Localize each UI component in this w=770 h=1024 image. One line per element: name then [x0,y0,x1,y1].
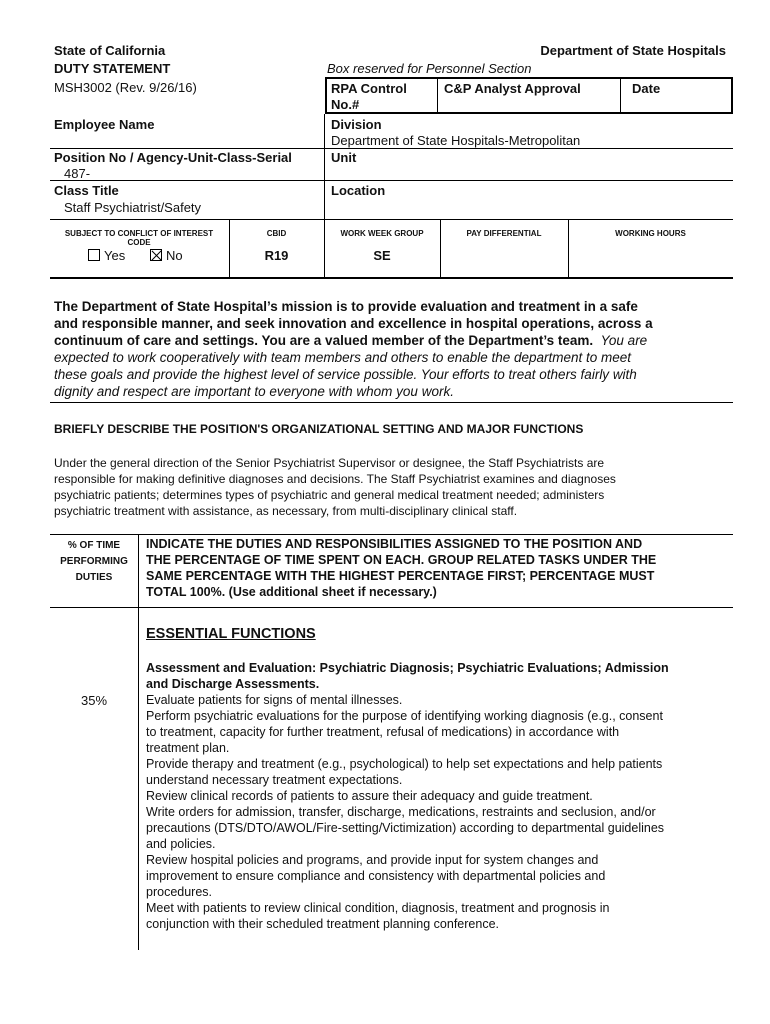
mission-line: expected to work cooperatively with team members and others to enable the department to meet [54,350,632,365]
work-week-value: SE [373,248,391,263]
form-number: MSH3002 (Rev. 9/26/16) [54,80,197,95]
rpa-control-label: RPA Control [331,81,407,96]
working-hours-header: WORKING HOURS [615,229,686,238]
duty-percent: 35% [80,693,108,708]
mission-line: The Department of State Hospital’s mission is to provide evaluation and treatment in a safe [54,299,638,314]
position-value: 487- [64,166,91,181]
mission-statement [54,298,653,400]
mission-line: continuum of care and settings. You are a valued member of the Department’s team. [54,333,594,348]
state-label: State of California [54,43,166,58]
duties-instructions: INDICATE THE DUTIES AND RESPONSIBILITIES ASSIGNED TO THE POSITION AND THE PERCENTAGE OF TIME SPENT ON EACH. GROUP RELATED TASKS UNDER THE SAME PERCENTAGE WITH THE HIGHEST PERCENTAGE FIRST; PERCENTAGE MUST TOTAL 100%. (Use additional sheet if necessary.) [146,537,657,599]
yes-label: Yes [104,248,126,263]
no-checkbox[interactable] [150,249,162,261]
mission-line: these goals and provide the highest level of service possible. Your efforts to treat others fairly with [54,367,637,382]
division-label: Division [331,117,382,132]
mission-line: and responsible manner, and seek innovation and excellence in hospital operations, across a [54,316,653,331]
form-title: DUTY STATEMENT [54,61,171,76]
no-label: No [166,248,183,263]
org-setting-heading: BRIEFLY DESCRIBE THE POSITION'S ORGANIZATIONAL SETTING AND MAJOR FUNCTIONS [54,422,584,436]
position-label: Position No / Agency-Unit-Class-Serial [54,150,292,165]
class-title-value: Staff Psychiatrist/Safety [64,200,202,215]
date-label: Date [632,81,661,96]
essential-functions-heading: ESSENTIAL FUNCTIONS [146,626,316,642]
cbid-value: R19 [264,248,289,263]
yes-checkbox[interactable] [88,249,100,261]
org-setting-text: Under the general direction of the Senior Psychiatrist Supervisor or designee, the Staff Psychiatrists are responsible for making definitive diagnoses and decisions. The Staff Psychiatrist examines and diagnoses psychiatric patients; determines types of psychiatric and general medical treatment needed; administers psychiatric treatment with assistance, as necessary, from multi-disciplinary clinical staff. [54,456,616,518]
pay-differential-header: PAY DIFFERENTIAL [466,229,542,238]
percent-time-header: % OF TIME PERFORMING DUTIES [60,540,128,583]
conflict-no-option[interactable] [150,248,183,264]
conflict-yes-option[interactable] [88,248,125,264]
department-label: Department of State Hospitals [540,43,726,58]
reserved-note: Box reserved for Personnel Section [327,61,532,76]
division-value: Department of State Hospitals-Metropolitan [331,133,581,148]
employee-name-label: Employee Name [54,117,155,132]
mission-line: You are [600,333,648,348]
cbid-header: CBID [266,229,287,238]
rpa-number-label: No.# [331,97,360,112]
class-title-label: Class Title [54,183,119,198]
mission-line: dignity and respect are important to everyone with whom you work. [54,384,454,399]
unit-label: Unit [331,150,357,165]
location-label: Location [331,183,386,198]
duty-section: Assessment and Evaluation: Psychiatric Diagnosis; Psychiatric Evaluations; Admission and Discharge Assessments. Evaluate patients for signs of mental illnesses. Perform psychiatric evaluations for the purpose of identifying working diagnosis (e.g., consent to treatment, capacity for further treatment, refusal of medications) in accordance with treatment plan. Provide therapy and treatment (e.g., psychological) to help set expectations and help patients understand necessary treatment expectations. Review clinical records of patients to assure their adequacy and guide treatment. Write orders for admission, transfer, discharge, medications, restraints and seclusion, and/or precautions (DTS/DTO/AWOL/Fire-setting/Victimization) according to departmental guidelines and policies. Review hospital policies and programs, and provide input for system changes and improvement to ensure compliance and consistency with departmental policies and procedures. Meet with patients to review clinical condition, diagnosis, treatment and prognosis in conjunction with their scheduled treatment planning conference. [146,661,669,931]
conflict-code-header: SUBJECT TO CONFLICT OF INTEREST CODE [64,229,214,247]
work-week-header: WORK WEEK GROUP [340,229,424,238]
analyst-approval-label: C&P Analyst Approval [444,81,581,96]
